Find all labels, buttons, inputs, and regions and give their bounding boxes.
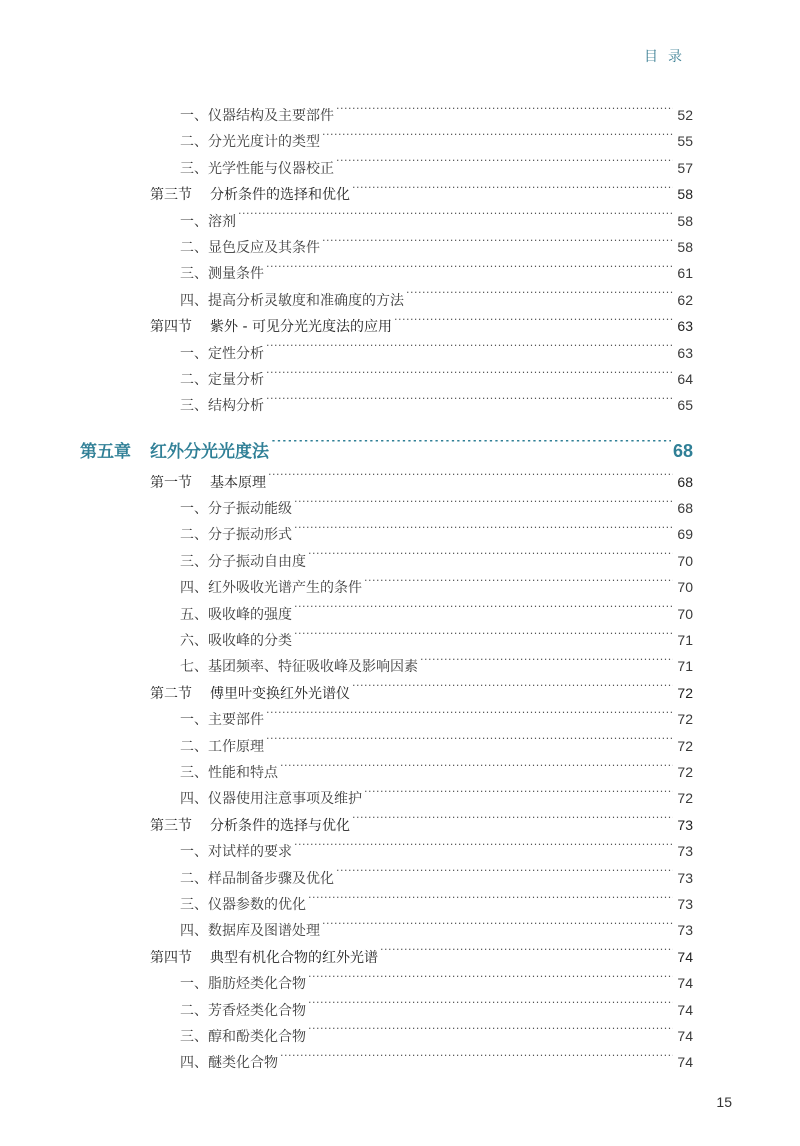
toc-item[interactable] (0, 521, 800, 547)
toc-title: 分析条件的选择和优化 (210, 187, 350, 204)
dot-leader (364, 578, 673, 592)
toc-title: 一、定性分析 (180, 345, 264, 362)
toc-title: 二、显色反应及其条件 (180, 239, 320, 256)
toc-title: 五、吸收峰的强度 (180, 606, 292, 623)
toc-page-number: 70 (677, 552, 693, 569)
toc-page-number: 68 (677, 473, 693, 490)
dot-leader (280, 763, 673, 777)
toc-title: 三、结构分析 (180, 398, 264, 415)
section-label: 第三节 (150, 187, 192, 204)
toc-page-number: 63 (677, 318, 693, 335)
toc-title: 一、仪器结构及主要部件 (180, 108, 334, 124)
toc-section[interactable] (0, 944, 800, 970)
toc-item[interactable] (0, 601, 800, 627)
toc-page-number: 72 (677, 763, 693, 780)
dot-leader (294, 605, 673, 619)
toc-page-number: 72 (677, 711, 693, 728)
table-of-contents (0, 102, 800, 1076)
toc-page-number: 69 (677, 526, 693, 543)
dot-leader (294, 499, 673, 513)
toc-item[interactable] (0, 970, 800, 996)
toc-item[interactable] (0, 997, 800, 1023)
toc-item[interactable] (0, 1023, 800, 1049)
toc-page-number: 68 (672, 440, 693, 461)
toc-title: 一、主要部件 (180, 712, 264, 729)
toc-page-number: 58 (677, 212, 693, 229)
toc-title: 一、脂肪烃类化合物 (180, 976, 306, 993)
toc-item[interactable] (0, 706, 800, 732)
toc-title: 三、测量条件 (180, 266, 264, 283)
toc-page-number: 62 (677, 291, 693, 308)
section-label: 第二节 (150, 685, 192, 702)
toc-title: 七、基团频率、特征吸收峰及影响因素 (180, 659, 418, 676)
toc-page-number: 55 (677, 133, 693, 150)
toc-title: 红外分光光度法 (150, 441, 269, 462)
toc-item[interactable] (0, 155, 800, 181)
toc-title: 二、分光光度计的类型 (180, 134, 320, 151)
toc-title: 二、定量分析 (180, 371, 264, 388)
dot-leader (308, 895, 673, 909)
toc-item[interactable] (0, 208, 800, 234)
dot-leader (308, 1001, 673, 1015)
toc-page-number: 58 (677, 238, 693, 255)
toc-page-number: 71 (677, 658, 693, 675)
toc-section[interactable] (0, 812, 800, 838)
toc-page-number: 70 (677, 605, 693, 622)
toc-page-number: 65 (677, 397, 693, 414)
toc-page-number: 71 (677, 632, 693, 649)
toc-page-number: 74 (677, 1054, 693, 1071)
toc-title: 三、光学性能与仪器校正 (180, 160, 334, 177)
toc-page-number: 73 (677, 843, 693, 860)
toc-title: 典型有机化合物的红外光谱 (210, 949, 378, 966)
toc-item[interactable] (0, 366, 800, 392)
running-header: 目录 (644, 49, 692, 65)
dot-leader (266, 344, 673, 358)
toc-title: 三、醇和酚类化合物 (180, 1028, 306, 1045)
dot-leader (406, 291, 673, 305)
toc-page-number: 72 (677, 790, 693, 807)
dot-leader (294, 631, 673, 645)
toc-title: 紫外 - 可见分光光度法的应用 (210, 319, 392, 336)
toc-title: 三、分子振动自由度 (180, 553, 306, 570)
toc-chapter[interactable] (0, 435, 800, 467)
toc-section[interactable] (0, 181, 800, 207)
toc-title: 四、提高分析灵敏度和准确度的方法 (180, 292, 404, 309)
dot-leader (394, 317, 673, 331)
toc-section[interactable] (0, 680, 800, 706)
toc-item[interactable] (0, 548, 800, 574)
toc-title: 二、样品制备步骤及优化 (180, 870, 334, 887)
section-label: 第四节 (150, 949, 192, 966)
toc-item[interactable] (0, 574, 800, 600)
dot-leader (308, 552, 673, 566)
toc-page-number: 68 (677, 500, 693, 517)
toc-page-number: 72 (677, 737, 693, 754)
toc-page-number: 73 (677, 816, 693, 833)
toc-item[interactable] (0, 128, 800, 154)
dot-leader (266, 396, 673, 410)
toc-item[interactable] (0, 759, 800, 785)
dot-leader (238, 212, 673, 226)
dot-leader (322, 132, 673, 146)
dot-leader (364, 789, 673, 803)
toc-title: 四、仪器使用注意事项及维护 (180, 791, 362, 808)
toc-title: 傅里叶变换红外光谱仪 (210, 685, 350, 702)
toc-page-number: 73 (677, 869, 693, 886)
toc-title: 四、数据库及图谱处理 (180, 923, 320, 940)
toc-title: 基本原理 (210, 474, 266, 491)
dot-leader (271, 440, 671, 457)
dot-leader (266, 264, 673, 278)
toc-item[interactable] (0, 865, 800, 891)
toc-item[interactable] (0, 653, 800, 679)
dot-leader (336, 869, 673, 883)
toc-item[interactable] (0, 838, 800, 864)
dot-leader (294, 842, 673, 856)
dot-leader (352, 816, 673, 830)
toc-item[interactable] (0, 287, 800, 313)
dot-leader (322, 238, 673, 252)
toc-page-number: 63 (677, 344, 693, 361)
toc-title: 二、工作原理 (180, 738, 264, 755)
toc-item[interactable] (0, 733, 800, 759)
toc-page-number: 73 (677, 895, 693, 912)
toc-page-number: 64 (677, 370, 693, 387)
toc-item[interactable] (0, 495, 800, 521)
dot-leader (322, 921, 673, 935)
toc-title: 一、分子振动能级 (180, 501, 292, 518)
dot-leader (266, 737, 673, 751)
toc-title: 四、红外吸收光谱产生的条件 (180, 580, 362, 597)
chapter-label: 第五章 (80, 441, 131, 462)
section-label: 第四节 (150, 319, 192, 336)
page-number: 15 (716, 1094, 732, 1110)
toc-title: 一、对试样的要求 (180, 844, 292, 861)
dot-leader (294, 525, 673, 539)
toc-item[interactable] (0, 627, 800, 653)
toc-item[interactable] (0, 234, 800, 260)
dot-leader (308, 1027, 673, 1041)
toc-page-number: 74 (677, 975, 693, 992)
toc-item[interactable] (0, 102, 800, 128)
toc-title: 三、性能和特点 (180, 764, 278, 781)
toc-title: 二、芳香烃类化合物 (180, 1002, 306, 1019)
dot-leader (280, 1053, 673, 1067)
toc-title: 二、分子振动形式 (180, 527, 292, 544)
toc-title: 四、醚类化合物 (180, 1055, 278, 1072)
toc-page-number: 52 (677, 107, 693, 123)
toc-page-number: 70 (677, 579, 693, 596)
toc-item[interactable] (0, 392, 800, 418)
toc-item[interactable] (0, 340, 800, 366)
dot-leader (266, 710, 673, 724)
toc-page-number: 74 (677, 948, 693, 965)
toc-item[interactable] (0, 260, 800, 286)
toc-page-number: 72 (677, 684, 693, 701)
toc-page-number: 74 (677, 1001, 693, 1018)
dot-leader (266, 370, 673, 384)
toc-item[interactable] (0, 1049, 800, 1075)
toc-page-number: 58 (677, 186, 693, 203)
dot-leader (336, 106, 673, 120)
toc-item[interactable] (0, 785, 800, 811)
dot-leader (336, 159, 673, 173)
section-label: 第三节 (150, 817, 192, 834)
dot-leader (380, 948, 673, 962)
dot-leader (420, 657, 673, 671)
dot-leader (352, 185, 673, 199)
toc-page-number: 73 (677, 922, 693, 939)
toc-title: 六、吸收峰的分类 (180, 633, 292, 650)
toc-title: 一、溶剂 (180, 213, 236, 230)
dot-leader (268, 473, 673, 487)
toc-section[interactable] (0, 469, 800, 495)
toc-section[interactable] (0, 313, 800, 339)
dot-leader (308, 974, 673, 988)
toc-item[interactable] (0, 891, 800, 917)
toc-page-number: 57 (677, 159, 693, 176)
section-label: 第一节 (150, 474, 192, 491)
toc-title: 分析条件的选择与优化 (210, 817, 350, 834)
toc-title: 三、仪器参数的优化 (180, 896, 306, 913)
dot-leader (352, 684, 673, 698)
toc-page-number: 74 (677, 1027, 693, 1044)
toc-item[interactable] (0, 917, 800, 943)
toc-page-number: 61 (677, 265, 693, 282)
